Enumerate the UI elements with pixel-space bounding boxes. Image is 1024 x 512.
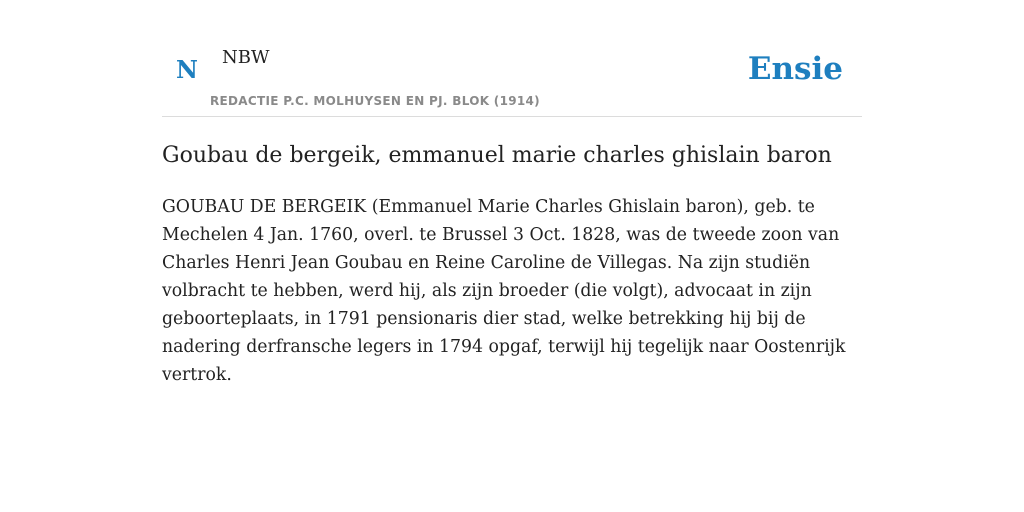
article-body: GOUBAU DE BERGEIK (Emmanuel Marie Charles Ghislain baron), geb. te Mechelen 4 Jan. 1760, overl. te Brussel 3 Oct. 1828, was de tweede zoon van Charles Henri Jean Goubau en Reine Caroline de Villegas. Na zijn studiën volbracht te hebben, werd hij, als zijn broeder (die volgt), advocaat in zijn geboorteplaats, in 1791 pensionaris dier stad, welke betrekking hij bij de nadering derfransche legers in 1794 opgaf, terwijl hij tegelijk naar Oostenrijk vertrok. — [162, 197, 846, 385]
brand-logo[interactable]: Ensie — [747, 51, 843, 87]
source-header — [162, 0, 862, 117]
page-container — [162, 0, 862, 389]
source-editor-credit: REDACTIE P.C. MOLHUYSEN EN PJ. BLOK (1914) — [210, 94, 540, 108]
source-collection-title[interactable]: NBW — [222, 47, 270, 68]
source-logo[interactable]: N — [176, 55, 198, 84]
article-title: Goubau de bergeik, emmanuel marie charles ghislain baron — [162, 143, 832, 168]
